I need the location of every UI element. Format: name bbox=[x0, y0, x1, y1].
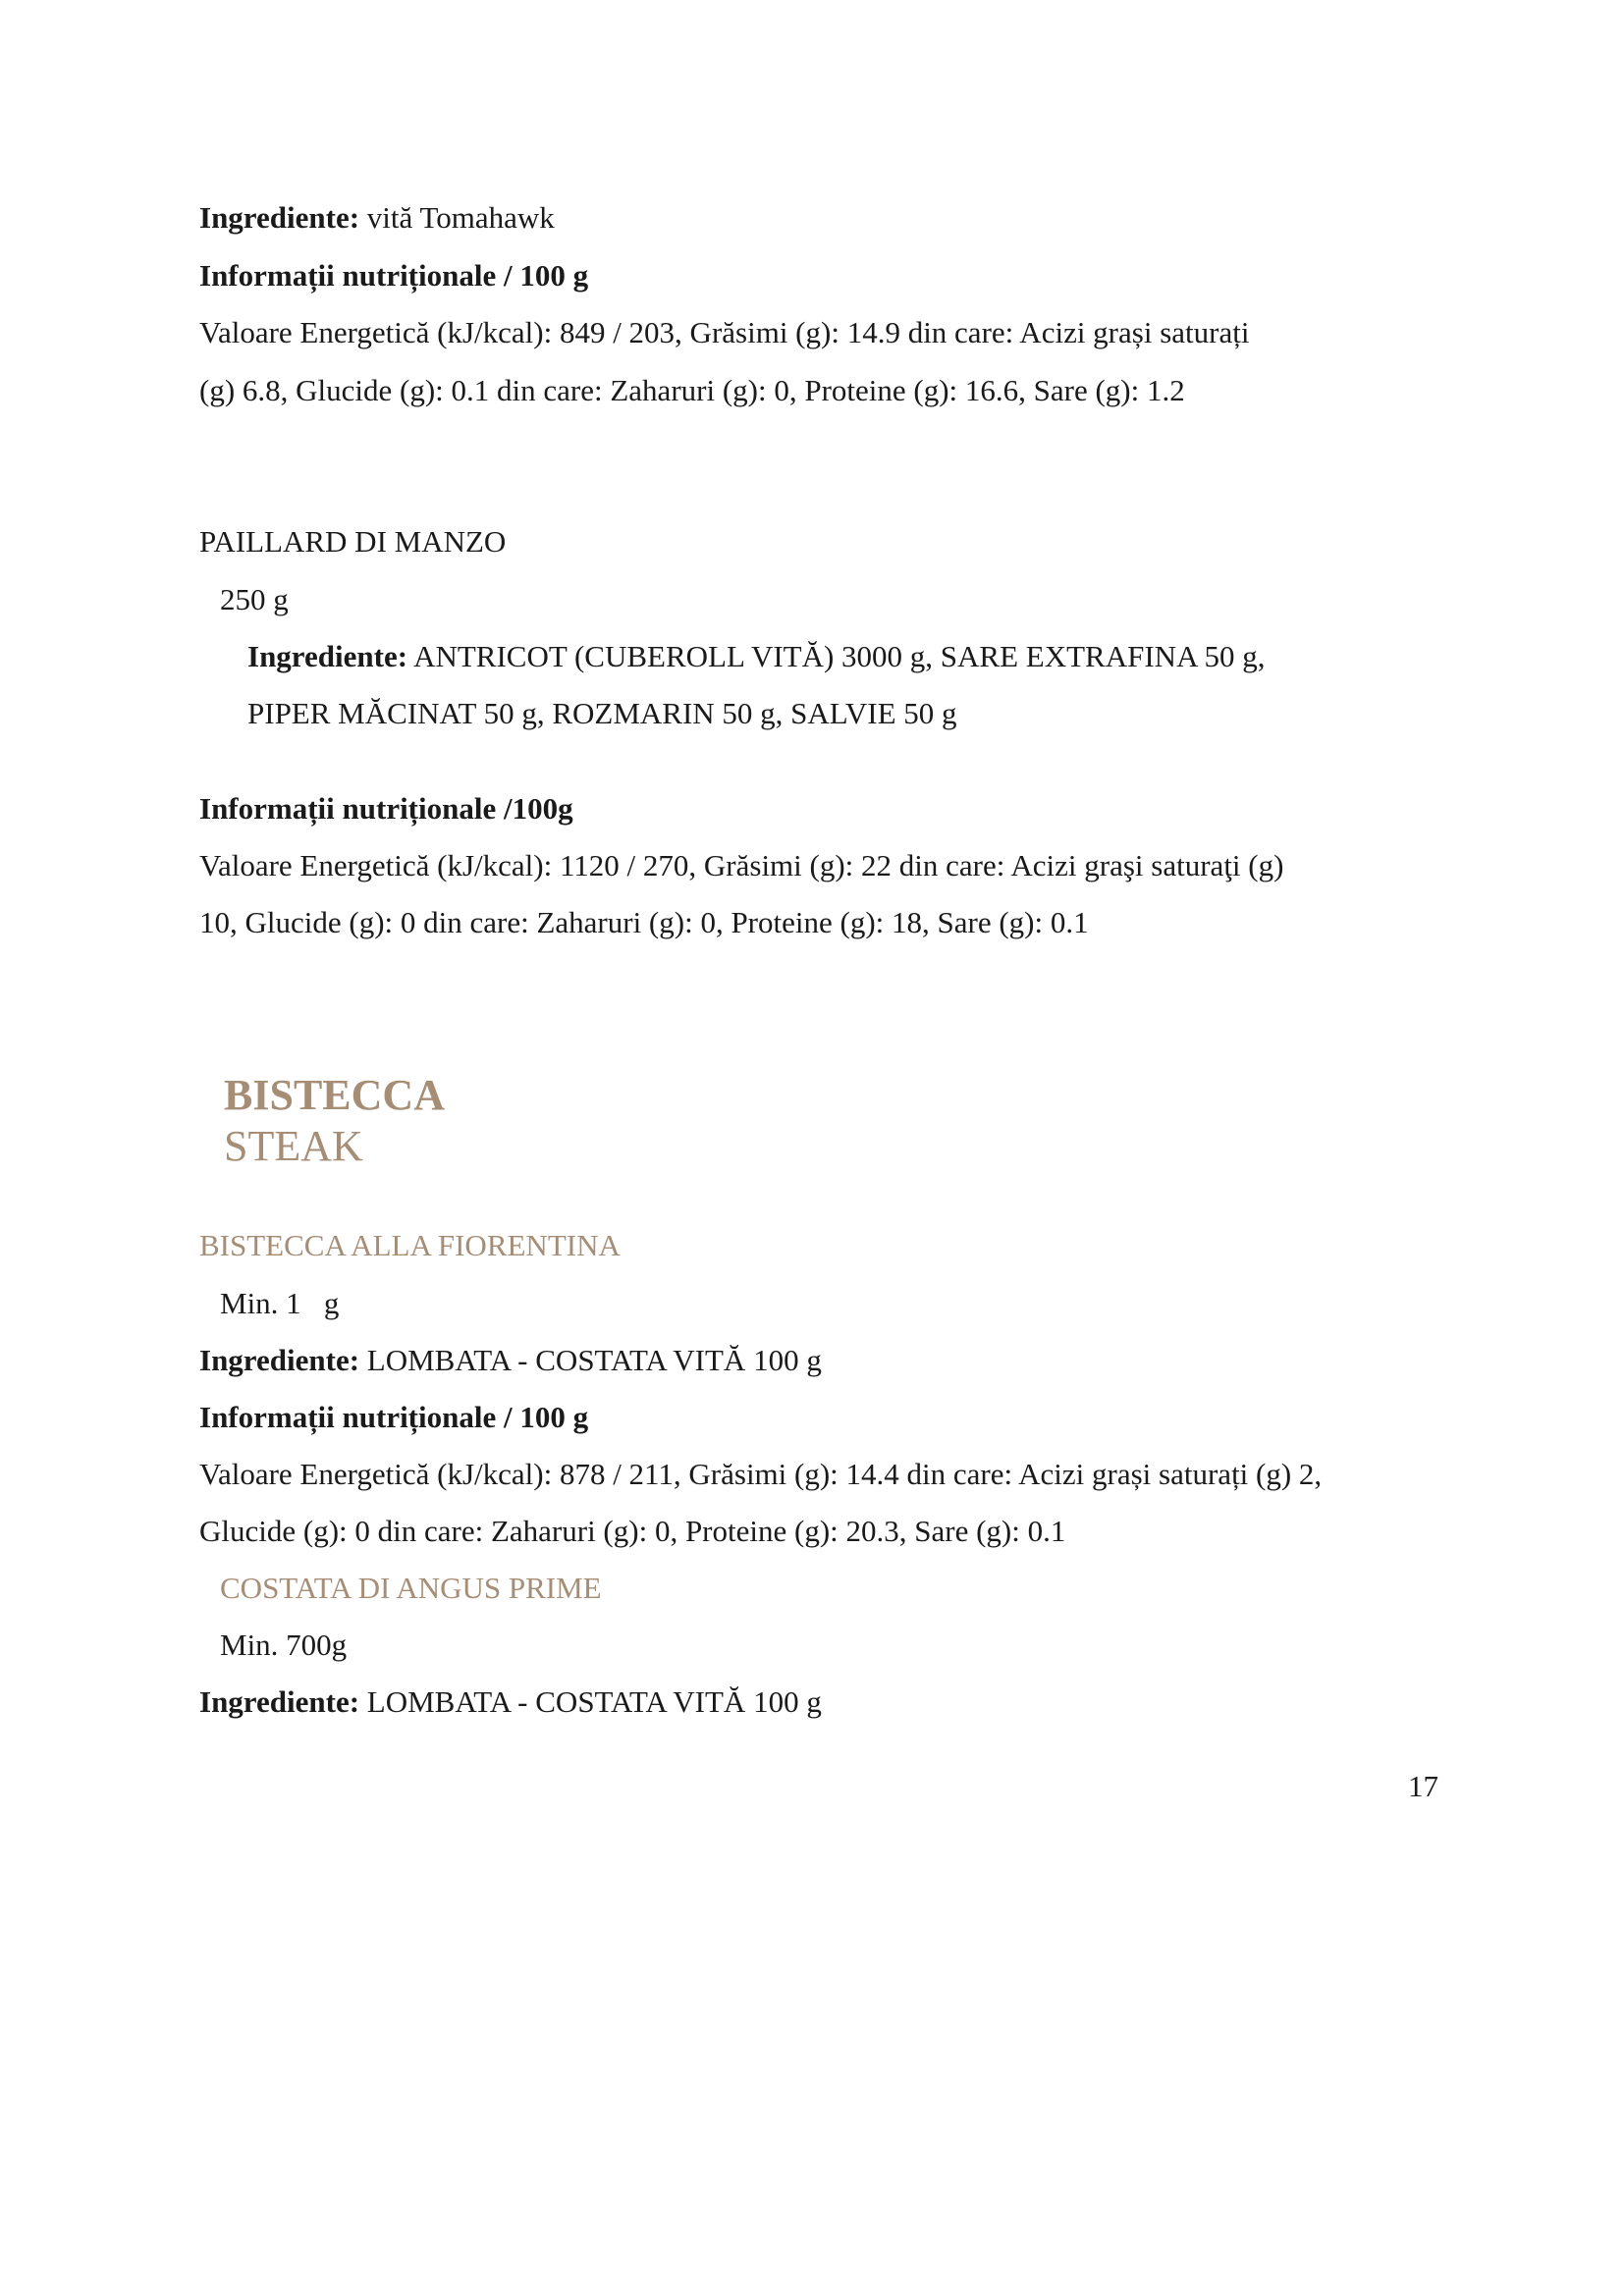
paillard-nutrition-heading: Informații nutriționale /100g bbox=[199, 791, 573, 826]
ingredients-text: LOMBATA - COSTATA VITĂ 100 g bbox=[359, 1684, 822, 1719]
tomahawk-nutrition-line-1: Valoare Energetică (kJ/kcal): 849 / 203, Grăsimi (g): 14.9 din care: Acizi grași saturați bbox=[199, 315, 1250, 349]
angus-ingredients bbox=[199, 1682, 822, 1722]
paillard-name: PAILLARD DI MANZO bbox=[199, 524, 507, 559]
angus-weight: Min. 700g bbox=[220, 1628, 348, 1662]
fiorentina-nutrition-heading: Informații nutriționale / 100 g bbox=[199, 1400, 589, 1434]
tomahawk-nutrition-heading: Informații nutriționale / 100 g bbox=[199, 258, 589, 293]
tomahawk-nutrition-line-2: (g) 6.8, Glucide (g): 0.1 din care: Zaharuri (g): 0, Proteine (g): 16.6, Sare (g): 1.2 bbox=[199, 373, 1185, 407]
ingredients-text: vită Tomahawk bbox=[359, 200, 555, 235]
ingredients-label: Ingrediente: bbox=[247, 639, 408, 673]
section-subtitle: STEAK bbox=[224, 1122, 363, 1170]
fiorentina-nutrition-line-1: Valoare Energetică (kJ/kcal): 878 / 211, Grăsimi (g): 14.4 din care: Acizi grași saturați (g) 2, bbox=[199, 1457, 1323, 1491]
angus-name: COSTATA DI ANGUS PRIME bbox=[220, 1571, 602, 1605]
section-title: BISTECCA bbox=[224, 1071, 445, 1119]
fiorentina-weight: Min. 1 g bbox=[220, 1286, 340, 1320]
fiorentina-nutrition-line-2: Glucide (g): 0 din care: Zaharuri (g): 0, Proteine (g): 20.3, Sare (g): 0.1 bbox=[199, 1514, 1066, 1548]
ingredients-label: Ingrediente: bbox=[199, 1684, 360, 1719]
ingredients-text: ANTRICOT (CUBEROLL VITĂ) 3000 g, SARE EXTRAFINA 50 g, bbox=[407, 639, 1266, 673]
paillard-ingredients-line-1 bbox=[247, 637, 1266, 676]
fiorentina-name: BISTECCA ALLA FIORENTINA bbox=[199, 1228, 621, 1262]
fiorentina-ingredients bbox=[199, 1341, 822, 1380]
ingredients-label: Ingrediente: bbox=[199, 200, 360, 235]
page-number: 17 bbox=[1408, 1769, 1438, 1803]
ingredients-label: Ingrediente: bbox=[199, 1343, 360, 1377]
tomahawk-ingredients bbox=[199, 198, 555, 238]
paillard-nutrition-line-2: 10, Glucide (g): 0 din care: Zaharuri (g): 0, Proteine (g): 18, Sare (g): 0.1 bbox=[199, 905, 1089, 939]
paillard-nutrition-line-1: Valoare Energetică (kJ/kcal): 1120 / 270, Grăsimi (g): 22 din care: Acizi graşi saturaţi (g) bbox=[199, 848, 1284, 882]
paillard-weight: 250 g bbox=[220, 582, 289, 616]
ingredients-text: LOMBATA - COSTATA VITĂ 100 g bbox=[359, 1343, 822, 1377]
paillard-ingredients-line-2: PIPER MĂCINAT 50 g, ROZMARIN 50 g, SALVIE 50 g bbox=[247, 696, 957, 730]
